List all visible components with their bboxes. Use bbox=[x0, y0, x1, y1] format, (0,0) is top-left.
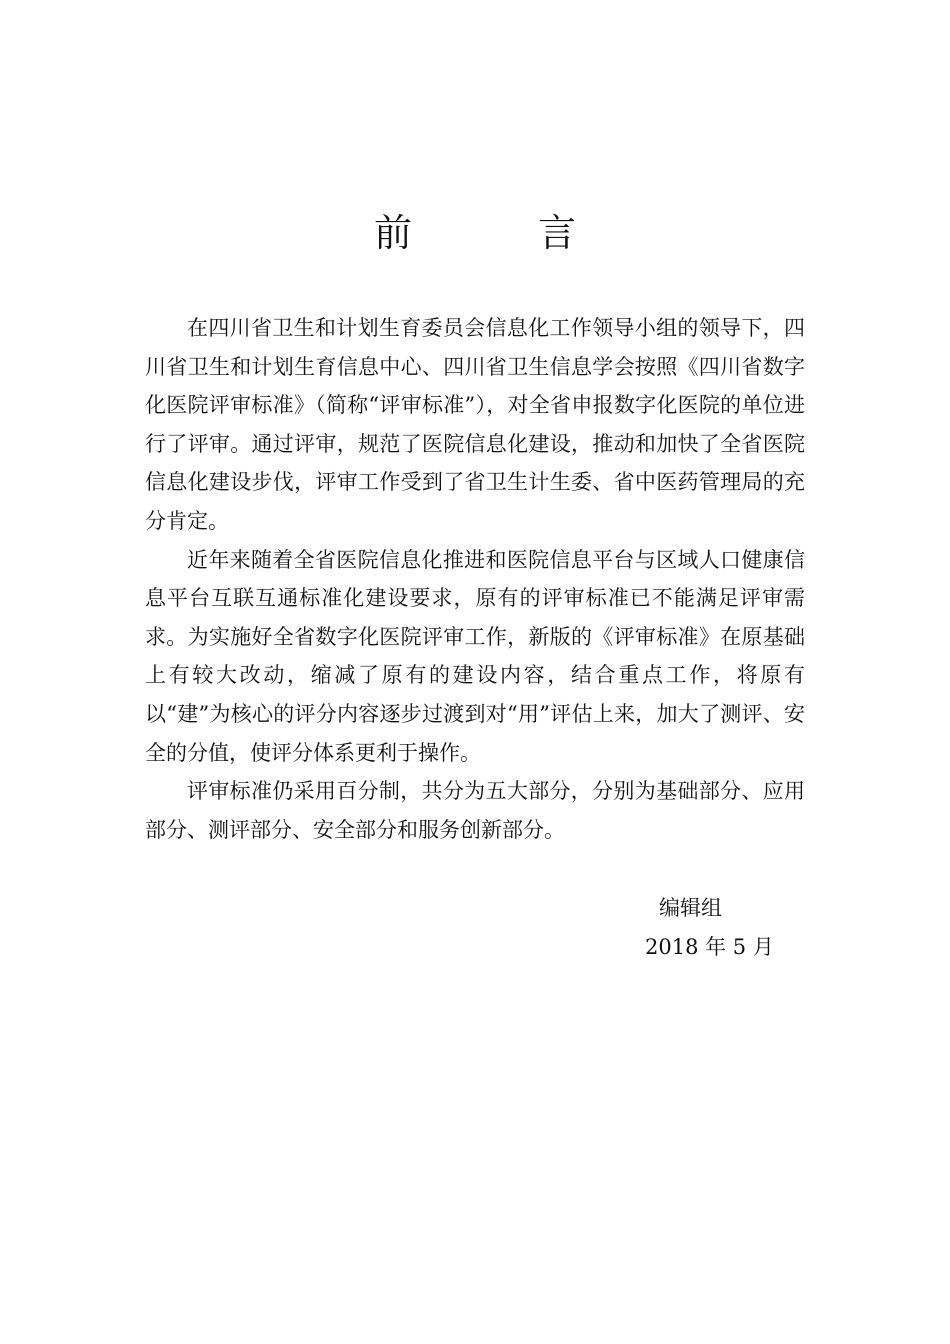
signature-block bbox=[645, 889, 845, 966]
page-title: 前 言 bbox=[373, 211, 620, 256]
signature-date: 2018 年 5 月 bbox=[645, 934, 774, 959]
signature-organization: 编辑组 bbox=[659, 896, 722, 920]
paragraph-3: 评审标准仍采用百分制，共分为五大部分，分别为基础部分、应用部分、测评部分、安全部分和服务创新部分。 bbox=[145, 779, 805, 842]
paragraph-1: 在四川省卫生和计划生育委员会信息化工作领导小组的领导下，四川省卫生和计划生育信息中心、四川省卫生信息学会按照《四川省数字化医院评审标准》（简称“评审标准”），对全省申报数字化医院的单位进行了评审。通过评审，规范了医院信息化建设，推动和加快了全省医院信息化建设步伐，评审工作受到了省卫生计生委、省中医药管理局的充分肯定。 bbox=[145, 316, 805, 533]
paragraph-2: 近年来随着全省医院信息化推进和医院信息平台与区域人口健康信息平台互联互通标准化建设要求，原有的评审标准已不能满足评审需求。为实施好全省数字化医院评审工作，新版的《评审标准》在原基础上有较大改动，缩减了原有的建设内容，结合重点工作，将原有以“建”为核心的评分内容逐步过渡到对“用”评估上来，加大了测评、安全的分值，使评分体系更利于操作。 bbox=[145, 547, 805, 765]
preface-body bbox=[145, 309, 805, 849]
